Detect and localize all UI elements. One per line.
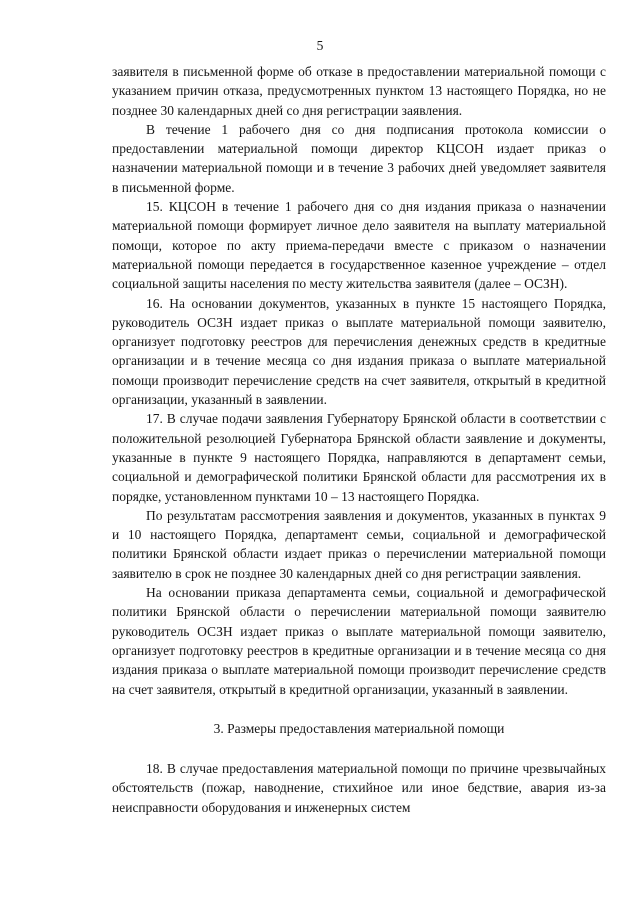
paragraph-15: 15. КЦСОН в течение 1 рабочего дня со дня издания приказа о назначении материальной помощи формирует личное дело заявителя на выплату материальной помощи, которое по акту приема-передачи вместе с приказом о назначении материальной помощи передается в государственное казенное учреждение – отдел социальной защиты населения по месту жительства заявителя (далее – ОСЗН).	[112, 199, 606, 292]
section-heading: 3. Размеры предоставления материальной помощи	[213, 720, 505, 736]
paragraph-payment-order: На основании приказа департамента семьи, социальной и демографической политики Брянской области о перечислении материальной помощи заявителю руководитель ОСЗН издает приказ о выплате материальной помощи заявителю, организует подготовку реестров в кредитные организации и в течение месяца со дня издания приказа о выплате материальной помощи производит перечисление средств на счет заявителя, открытый в кредитной организации, указанный в заявлении.	[112, 585, 606, 697]
paragraph-18: 18. В случае предоставления материальной помощи по причине чрезвычайных обстоятельств (пожар, наводнение, стихийное или иное бедствие, авария из-за неисправности оборудования и инженерных систем	[112, 761, 606, 815]
document-body	[112, 62, 606, 817]
paragraph-16: 16. На основании документов, указанных в пункте 15 настоящего Порядка, руководитель ОСЗН издает приказ о выплате материальной помощи заявителю, организует подготовку реестров для перечисления денежных средств в кредитные организации и в течение месяца со дня издания приказа о выплате материальной помощи производит перечисление средств на счет заявителя, открытый в кредитной организации, указанный в заявлении.	[112, 295, 606, 408]
paragraph-order-issuance: В течение 1 рабочего дня со дня подписания протокола комиссии о предоставлении материальной помощи директор КЦСОН издает приказ о назначении материальной помощи и в течение 3 рабочих дней уведомляет заявителя в письменной форме.	[112, 121, 606, 195]
page-number: 5	[316, 38, 324, 53]
paragraph-17: 17. В случае подачи заявления Губернатору Брянской области в соответствии с положительной резолюцией Губернатора Брянской области заявление и документы, указанные в пункте 9 настоящего Порядка, направляются в департамент семьи, социальной и демографической политики Брянской области для рассмотрения их в порядке, установленном пунктами 10 – 13 настоящего Порядка.	[112, 411, 606, 504]
paragraph-continuation: заявителя в письменной форме об отказе в предоставлении материальной помощи с указанием причин отказа, предусмотренных пунктом 13 настоящего Порядка, но не позднее 30 календарных дней со дня регистрации заявления.	[112, 64, 606, 118]
paragraph-review-results: По результатам рассмотрения заявления и документов, указанных в пунктах 9 и 10 настоящего Порядка, департамент семьи, социальной и демографической политики Брянской области издает приказ о перечислении материальной помощи заявителю в срок не позднее 30 календарных дней со дня регистрации заявления.	[112, 507, 606, 581]
